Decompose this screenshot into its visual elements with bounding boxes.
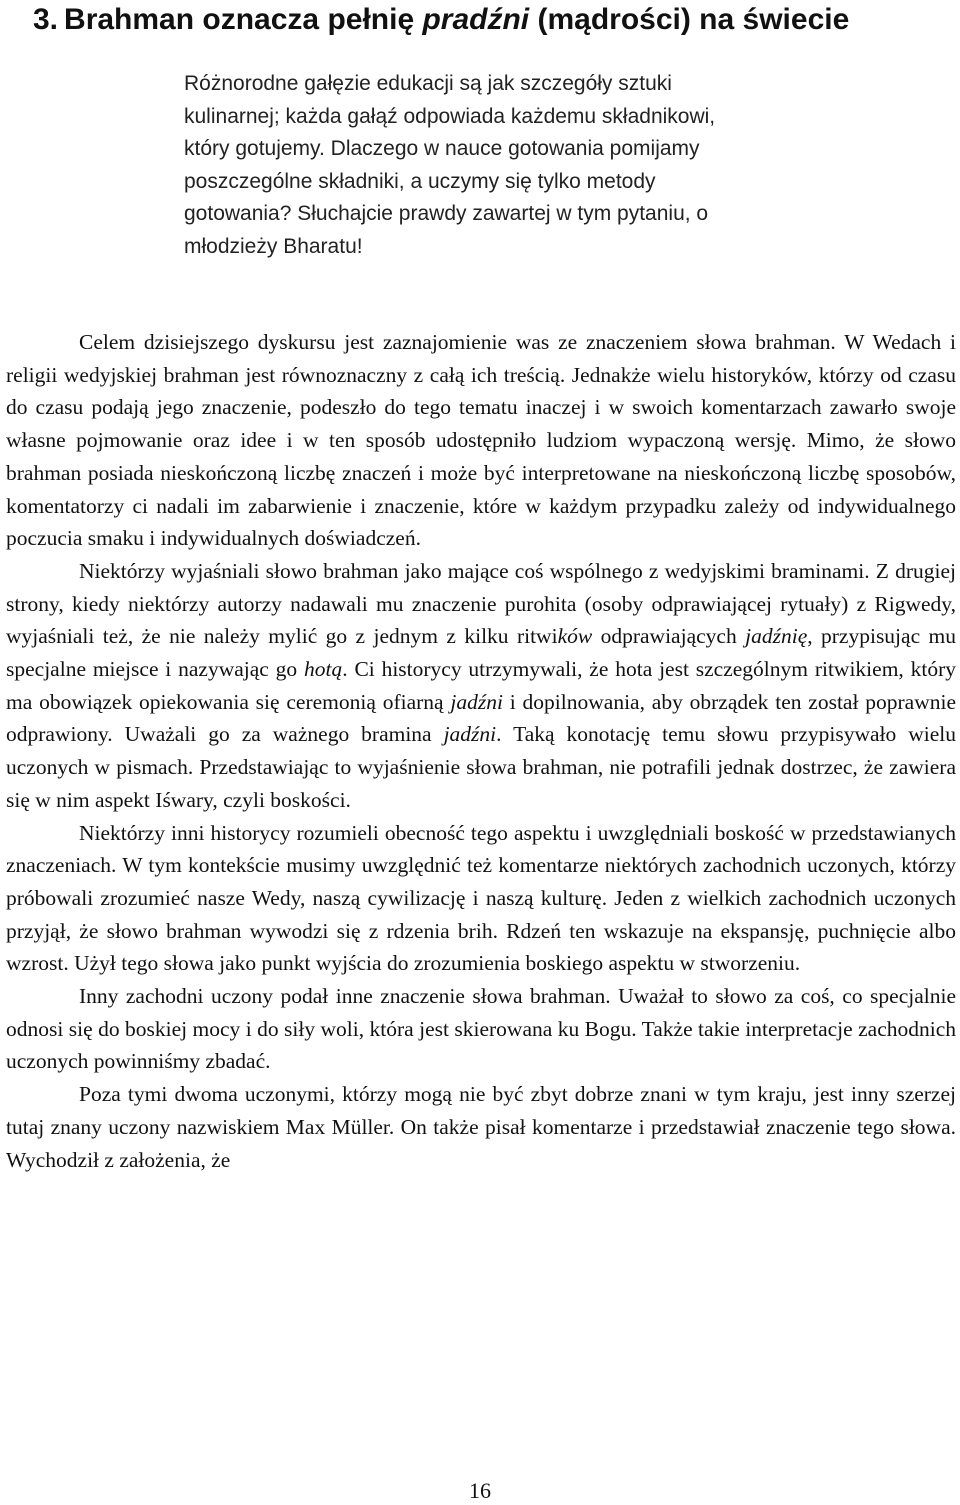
- paragraph-2-italic-4: jadźni: [450, 689, 503, 714]
- epigraph-quote: Różnorodne gałęzie edukacji są jak szczegóły sztuki kulinarnej; każda gałąź odpowiada każdemu składnikowi, który gotujemy. Dlaczego w nauce gotowania pomijamy poszczególne składniki, a uczymy się tylko metody gotowania? Słuchajcie prawdy zawartej w tym pytaniu, o młodzieży Bharatu!: [184, 72, 716, 258]
- paragraph-2-part-6: . Taką konotację temu słowu przypisywało wielu uczonych w pismach. Przedstawiając to wyjaśnienie słowa brahman, nie potrafili jednak dostrzec, że zawiera się w nim aspekt Iśwary, czyli boskości.: [6, 722, 956, 812]
- heading-text-before: Brahman oznacza pełnię: [64, 3, 423, 36]
- paragraph-2-part-5: i dopilnowania, aby obrządek ten został poprawnie odprawiony. Uważali go za ważnego bramina: [6, 689, 956, 747]
- paragraph-1: Celem dzisiejszego dyskursu jest zaznajomienie was ze znaczeniem słowa brahman. W Wedach i religii wedyjskiej brahman jest równoznaczny z całą ich treścią. Jednakże wielu historyków, którzy od czasu do czasu podają jego znaczenie, podeszło do tego tematu inaczej i w swoich komentarzach zawarło swoje własne pojmowanie oraz idee i w ten sposób udostępniło ludziom wypaczoną wersję. Mimo, że słowo brahman posiada nieskończoną liczbę znaczeń i może być interpretowane na nieskończoną liczbę sposobów, komentatorzy ci nadali im zabarwienie i znaczenie, które w każdym przypadku zależy od indywidualnego poczucia smaku i indywidualnych doświadczeń.: [6, 330, 956, 551]
- heading-italic-term: pradźni: [422, 3, 530, 36]
- paragraph-2-italic-2: jadźnię: [745, 624, 808, 649]
- paragraph-3: Niektórzy inni historycy rozumieli obecność tego aspektu i uwzględniali boskość w przedstawianych znaczeniach. W tym kontekście musimy uwzględnić też komentarze niektórych zachodnich uczonych, którzy próbowali zrozumieć nasze Wedy, naszą cywilizację i naszą kulturę. Jeden z wielkich zachodnich uczonych przyjął, że słowo brahman wywodzi się z rdzenia brih. Rdzeń ten wskazuje na ekspansję, puchnięcie albo wzrost. Użył tego słowa jako punkt wyjścia do zrozumienia boskiego aspektu w stworzeniu.: [6, 820, 956, 976]
- paragraph-4: Inny zachodni uczony podał inne znaczenie słowa brahman. Uważał to słowo za coś, co specjalnie odnosi się do boskiej mocy i do siły woli, która jest skierowana ku Bogu. Także takie interpretacje zachodnich uczonych powinniśmy zbadać.: [6, 984, 956, 1074]
- paragraph-2: [6, 555, 956, 817]
- section-number: 3.: [33, 3, 59, 36]
- paragraph-2-part-4: . Ci historycy utrzymywali, że hota jest szczególnym ritwikiem, który ma obowiązek opiekowania się ceremonią ofiarną: [6, 657, 956, 714]
- paragraph-5: Poza tymi dwoma uczonymi, którzy mogą nie być zbyt dobrze znani w tym kraju, jest inny szerzej tutaj znany uczony nazwiskiem Max Müller. On także pisał komentarze i przedstawiał znaczenie tego słowa. Wychodził z założenia, że: [6, 1082, 956, 1172]
- page-number: 16: [469, 1478, 491, 1503]
- paragraph-2-part-3: , przypisując mu specjalne miejsce i nazywając go: [6, 624, 956, 682]
- paragraph-2-italic-5: jadźni: [443, 722, 497, 747]
- body-text: [6, 326, 956, 1176]
- section-heading: [33, 2, 958, 38]
- paragraph-2-italic-1: ków: [557, 624, 593, 649]
- paragraph-2-part-2: odprawiających: [592, 624, 746, 649]
- paragraph-2-part-1: Niektórzy wyjaśniali słowo brahman jako mające coś wspólnego z wedyjskimi braminami. Z drugiej strony, kiedy niektórzy autorzy nadawali mu znaczenie purohita (osoby odprawiającej rytuały) z Rigwedy, wyjaśniali też, że nie należy mylić go z jednym z kilku ritwi: [6, 558, 956, 649]
- paragraph-2-italic-3: hotą: [304, 657, 343, 682]
- heading-text-after: (mądrości) na świecie: [529, 3, 850, 36]
